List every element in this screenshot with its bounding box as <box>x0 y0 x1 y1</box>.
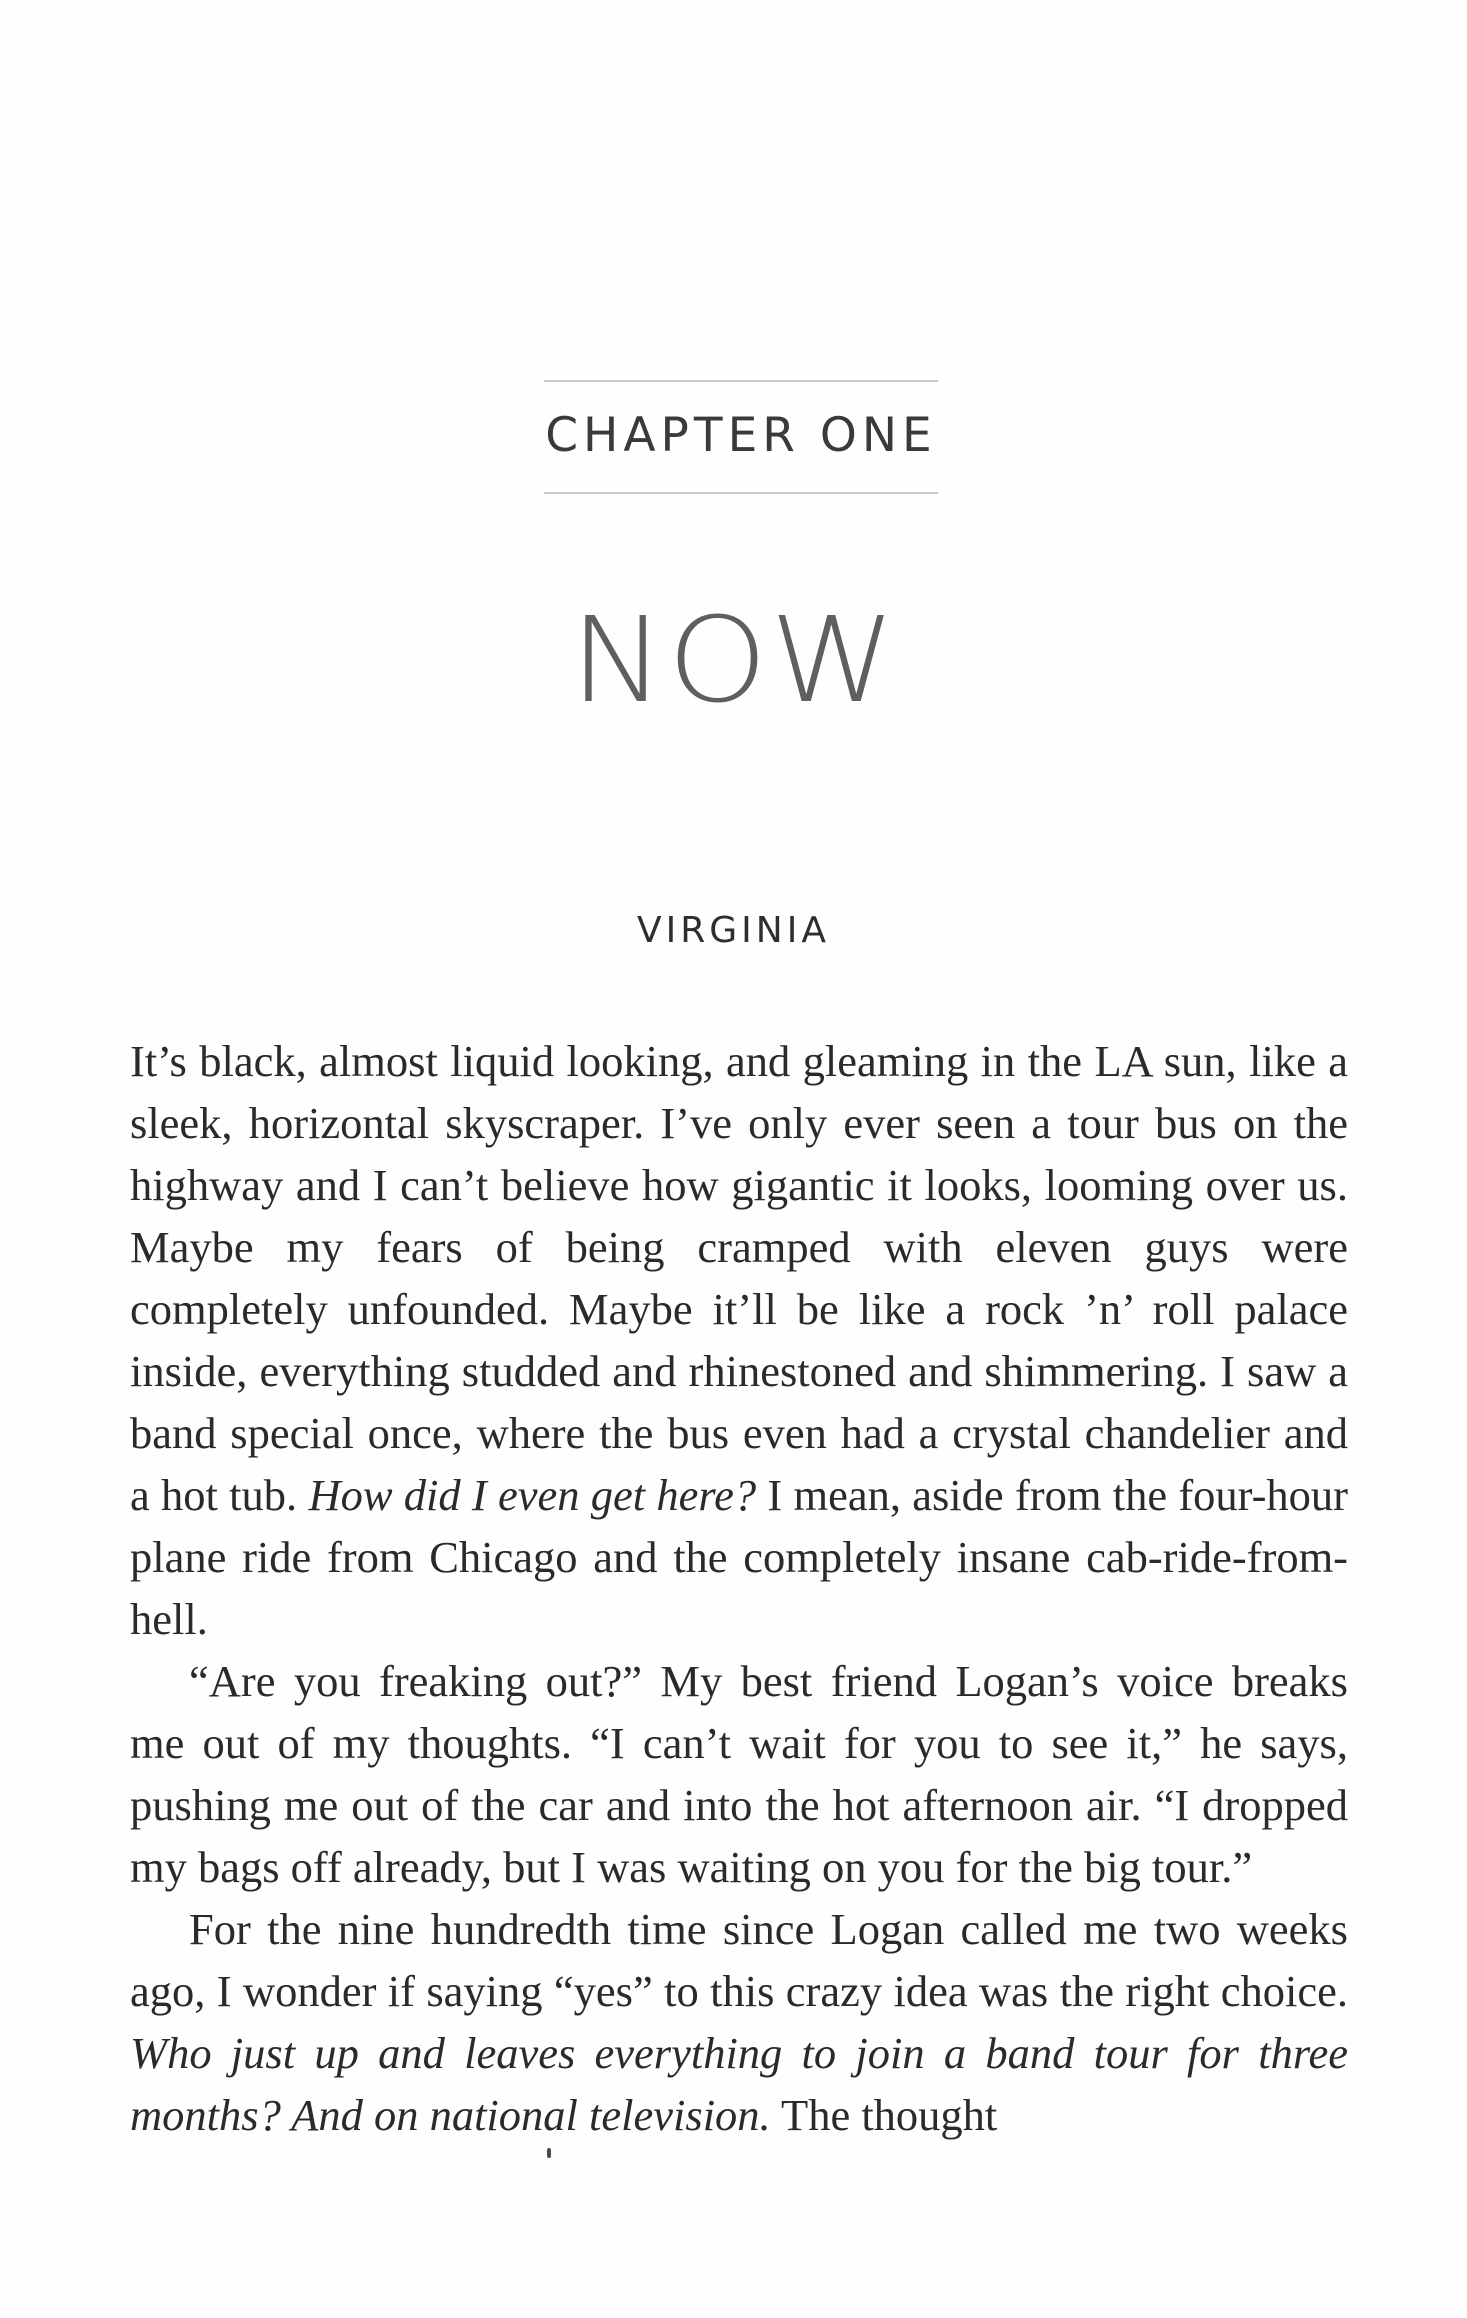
text-run: I mean, aside from the four-hour plane ride from Chicago and the completely insane cab-ride-from-hell. <box>130 1470 1349 1644</box>
pov-character-name: VIRGINIA <box>637 910 830 951</box>
chapter-body-text <box>130 1030 1348 2146</box>
paragraph <box>130 1898 1348 2146</box>
bottom-rule <box>544 492 938 494</box>
text-run: It’s black, almost liquid looking, and gleaming in the LA sun, like a sleek, horizontal skyscraper. I’ve only ever seen a tour bus on the highway and I can’t believe how gigantic it looks, looming over us. Maybe my fears of being cramped with eleven guys were completely unfounded. Maybe it’ll be like a rock ’n’ roll palace inside, everything studded and rhinestoned and shimmering. I saw a band special once, where the bus even had a crystal chandelier and a hot tub. <box>130 1036 1348 1520</box>
text-run: For the nine hundredth time since Logan called me two weeks ago, I wonder if saying “yes” to this crazy idea was the right choice. <box>130 1904 1348 2016</box>
part-title-text: NOW <box>569 591 898 729</box>
chapter-heading <box>544 380 938 494</box>
paragraph <box>130 1650 1348 1898</box>
text-run: The thought <box>770 2090 998 2140</box>
italic-text: How did I even get here? <box>308 1470 757 1520</box>
paragraph <box>130 1030 1348 1650</box>
italic-text: Who just up and leaves everything to join a band tour for three months? And on national television. <box>130 2028 1348 2140</box>
text-run: “Are you freaking out?” My best friend Logan’s voice breaks me out of my thoughts. “I can’t wait for you to see it,” he says, pushing me out of the car and into the hot afternoon air. “I dropped my bags off already, but I was waiting on you for the big tour.” <box>130 1656 1348 1892</box>
print-speck <box>547 2148 551 2158</box>
part-title <box>0 591 1467 729</box>
chapter-label: CHAPTER ONE <box>545 408 937 463</box>
